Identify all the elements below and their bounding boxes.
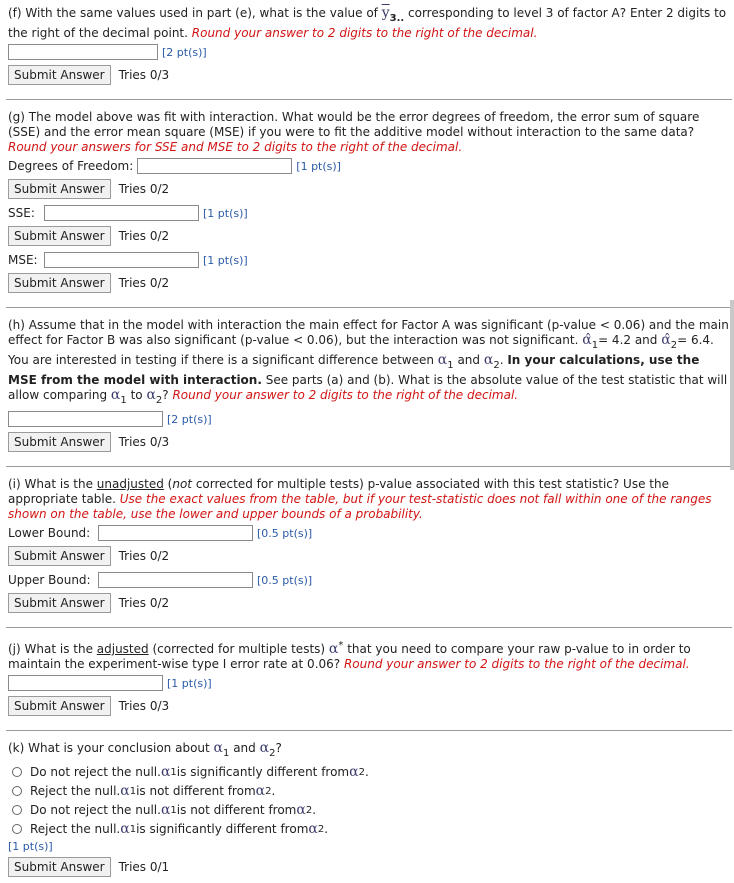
- part-h-tries: Tries 0/3: [118, 435, 170, 449]
- alpha-symbol: α: [213, 740, 224, 756]
- subscript-1: 1: [170, 804, 177, 816]
- radio-button[interactable]: [12, 767, 22, 777]
- part-g-instruction: Round your answers for SSE and MSE to 2 digits to the right of the decimal.: [8, 140, 463, 154]
- and-text: and: [229, 741, 260, 755]
- part-f-submit-button[interactable]: Submit Answer: [8, 65, 111, 85]
- part-f: [6, 0, 732, 91]
- part-j-question: [8, 638, 732, 672]
- subscript-1: 1: [120, 395, 127, 406]
- part-h-text-3: = 6.4. You are interested in testing if there is a significant difference between: [8, 333, 714, 367]
- df-points: [1 pt(s)]: [296, 159, 341, 173]
- alpha-symbol: α: [120, 821, 130, 837]
- part-f-text-2: corresponding to level 3 of factor A? Enter 2 digits to the right of the decimal point.: [8, 6, 727, 40]
- part-j: [6, 634, 732, 722]
- sse-points: [1 pt(s)]: [203, 206, 248, 220]
- alpha-symbol: α: [437, 352, 448, 368]
- adjusted-text: adjusted: [96, 642, 149, 656]
- df-input[interactable]: [137, 158, 292, 174]
- divider: [6, 466, 732, 467]
- part-i-text-1: (i) What is the: [8, 477, 97, 491]
- subscript-1: 1: [591, 340, 599, 351]
- question-mark-text: ?: [275, 741, 282, 755]
- part-g-question: [8, 110, 732, 155]
- divider: [6, 99, 732, 100]
- lower-bound-input[interactable]: [98, 525, 253, 541]
- part-g: [6, 106, 732, 299]
- part-k-tries: Tries 0/1: [118, 860, 170, 874]
- divider: [6, 627, 732, 628]
- y-bar-symbol: $\overline{y}$: [381, 5, 390, 21]
- subscript-2: 2: [305, 804, 313, 816]
- subscript-2: 2: [493, 360, 500, 371]
- alpha-symbol: α: [110, 387, 121, 403]
- unadjusted-text: unadjusted: [96, 477, 164, 491]
- part-g-text: (g) The model above was fit with interaction. What would be the error degrees of freedom, the error sum of square (SSE) and the error mean square (MSE) if you were to fit the additive model without interaction to the same data?: [8, 110, 700, 139]
- part-h-answer-input[interactable]: [8, 411, 163, 427]
- to-text: to: [126, 388, 147, 402]
- question-mark-text: ?: [162, 388, 173, 402]
- star-superscript: *: [338, 640, 344, 651]
- lower-bound-label: Lower Bound:: [8, 526, 91, 540]
- option-text-2: is not different from: [136, 784, 256, 798]
- upper-bound-input[interactable]: [98, 572, 253, 588]
- df-submit-button[interactable]: Submit Answer: [8, 179, 111, 199]
- option-text: Reject the null.: [30, 784, 121, 798]
- subscript-1: 1: [223, 748, 230, 759]
- alpha-hat-symbol: α̂: [582, 332, 592, 348]
- alpha-symbol: α: [483, 352, 494, 368]
- part-f-tries: Tries 0/3: [118, 68, 170, 82]
- alpha-symbol: α: [296, 802, 306, 818]
- part-k-question: [8, 741, 732, 761]
- problem-container: [6, 0, 732, 883]
- lower-bound-points: [0.5 pt(s)]: [257, 526, 313, 540]
- part-h-question: [8, 318, 732, 408]
- upper-bound-tries: Tries 0/2: [118, 596, 170, 610]
- radio-option-4[interactable]: [12, 821, 732, 837]
- part-f-points: [2 pt(s)]: [162, 45, 207, 59]
- alpha-symbol: α: [120, 783, 130, 799]
- divider: [6, 730, 732, 731]
- part-j-text-2: (corrected for multiple tests): [148, 642, 329, 656]
- part-h-text-6: See parts (a) and (b). What is the absolute value of the test statistic that will allow comparing: [8, 373, 728, 402]
- lower-bound-tries: Tries 0/2: [118, 549, 170, 563]
- part-k: [6, 737, 732, 883]
- alpha-symbol: α: [308, 821, 318, 837]
- alpha-symbol: α: [160, 764, 171, 780]
- subscript-2: 2: [358, 766, 365, 778]
- option-text-2: is significantly different from: [176, 765, 350, 779]
- option-end: .: [312, 803, 317, 817]
- part-j-text-3: that you need to compare your raw p-value to in order to maintain the experiment-wise type I error rate at 0.06?: [8, 642, 691, 671]
- subscript-1: 1: [447, 360, 454, 371]
- option-text-2: is not different from: [176, 803, 297, 817]
- part-f-text: (f) With the same values used in part (e), what is the value of: [8, 6, 382, 20]
- df-label: Degrees of Freedom:: [8, 159, 134, 173]
- alpha-hat-symbol: α̂: [661, 332, 671, 348]
- radio-option-2[interactable]: [12, 783, 732, 799]
- mse-submit-button[interactable]: Submit Answer: [8, 273, 111, 293]
- alpha-symbol: α: [160, 802, 171, 818]
- part-h-submit-button[interactable]: Submit Answer: [8, 432, 111, 452]
- upper-bound-points: [0.5 pt(s)]: [257, 573, 313, 587]
- radio-button[interactable]: [12, 786, 22, 796]
- not-text: not: [172, 477, 192, 491]
- sse-submit-button[interactable]: Submit Answer: [8, 226, 111, 246]
- part-i-text-2: (: [163, 477, 173, 491]
- mse-tries: Tries 0/2: [118, 276, 170, 290]
- part-i: [6, 473, 732, 619]
- part-i-question: [8, 477, 732, 522]
- part-j-tries: Tries 0/3: [118, 699, 170, 713]
- option-text: Do not reject the null.: [30, 765, 161, 779]
- subscript-2: 2: [265, 785, 272, 797]
- radio-button[interactable]: [12, 805, 22, 815]
- part-i-text-3: corrected for multiple tests) p-value associated with this test statistic? Use the appropriate table.: [8, 477, 669, 506]
- lower-bound-submit-button[interactable]: Submit Answer: [8, 546, 111, 566]
- df-tries: Tries 0/2: [118, 182, 170, 196]
- mse-input[interactable]: [44, 252, 199, 268]
- part-h-text-1: (h) Assume that in the model with interaction the main effect for Factor A was significant (p-value < 0.06) and the main effect for Factor B was also significant (p-value < 0.06), but the interaction was not significant.: [8, 318, 729, 347]
- option-text: Do not reject the null.: [30, 803, 161, 817]
- subscript-2: 2: [670, 340, 678, 351]
- subscript-2: 2: [317, 823, 325, 835]
- part-k-points: [1 pt(s)]: [8, 840, 53, 853]
- subscript-1: 1: [129, 785, 137, 797]
- mse-points: [1 pt(s)]: [203, 253, 248, 267]
- alpha-symbol: α: [146, 387, 156, 403]
- part-h-instruction: Round your answer to 2 digits to the right of the decimal.: [172, 388, 519, 402]
- alpha-symbol: α: [255, 783, 266, 799]
- and-text: and: [453, 353, 484, 367]
- divider: [6, 307, 732, 308]
- part-j-submit-button[interactable]: Submit Answer: [8, 696, 111, 716]
- option-end: .: [271, 784, 276, 798]
- part-i-instruction: Use the exact values from the table, but if your test-statistic does not fall within one of the ranges shown on the table, use the lower and upper bounds of a probability.: [8, 492, 712, 521]
- part-h-bold-note: In your calculations, use the MSE from the model with interaction.: [8, 353, 700, 387]
- subscript-2: 2: [269, 748, 276, 759]
- part-f-instruction: Round your answer to 2 digits to the right of the decimal.: [191, 26, 538, 40]
- y-subscript: 3..: [389, 13, 405, 24]
- part-f-question: [8, 6, 732, 41]
- period-text: .: [499, 353, 508, 367]
- radio-button[interactable]: [12, 824, 22, 834]
- alpha-symbol: α: [259, 740, 270, 756]
- part-j-points: [1 pt(s)]: [167, 676, 212, 690]
- part-j-answer-input[interactable]: [8, 675, 163, 691]
- part-k-submit-button[interactable]: Submit Answer: [8, 857, 111, 877]
- alpha-symbol: α: [328, 641, 339, 657]
- sse-input[interactable]: [44, 205, 199, 221]
- part-k-text: (k) What is your conclusion about: [8, 741, 214, 755]
- part-j-instruction: Round your answer to 2 digits to the right of the decimal.: [343, 657, 690, 671]
- radio-option-3[interactable]: [12, 802, 732, 818]
- scrollbar[interactable]: [730, 300, 734, 470]
- subscript-2: 2: [155, 395, 163, 406]
- upper-bound-submit-button[interactable]: Submit Answer: [8, 593, 111, 613]
- alpha-symbol: α: [349, 764, 359, 780]
- option-end: .: [364, 765, 369, 779]
- option-text: Reject the null.: [30, 822, 121, 836]
- option-end: .: [324, 822, 329, 836]
- part-f-answer-input[interactable]: [8, 44, 158, 60]
- sse-tries: Tries 0/2: [118, 229, 170, 243]
- part-h-text-2: = 4.2 and: [598, 333, 662, 347]
- radio-option-1[interactable]: [12, 764, 732, 780]
- mse-label: MSE:: [8, 253, 38, 267]
- part-j-text-1: (j) What is the: [8, 642, 97, 656]
- upper-bound-label: Upper Bound:: [8, 573, 91, 587]
- option-text-2: is significantly different from: [136, 822, 309, 836]
- part-h: [6, 314, 732, 458]
- subscript-1: 1: [170, 766, 177, 778]
- part-h-points: [2 pt(s)]: [167, 412, 212, 426]
- sse-label: SSE:: [8, 206, 35, 220]
- subscript-1: 1: [129, 823, 137, 835]
